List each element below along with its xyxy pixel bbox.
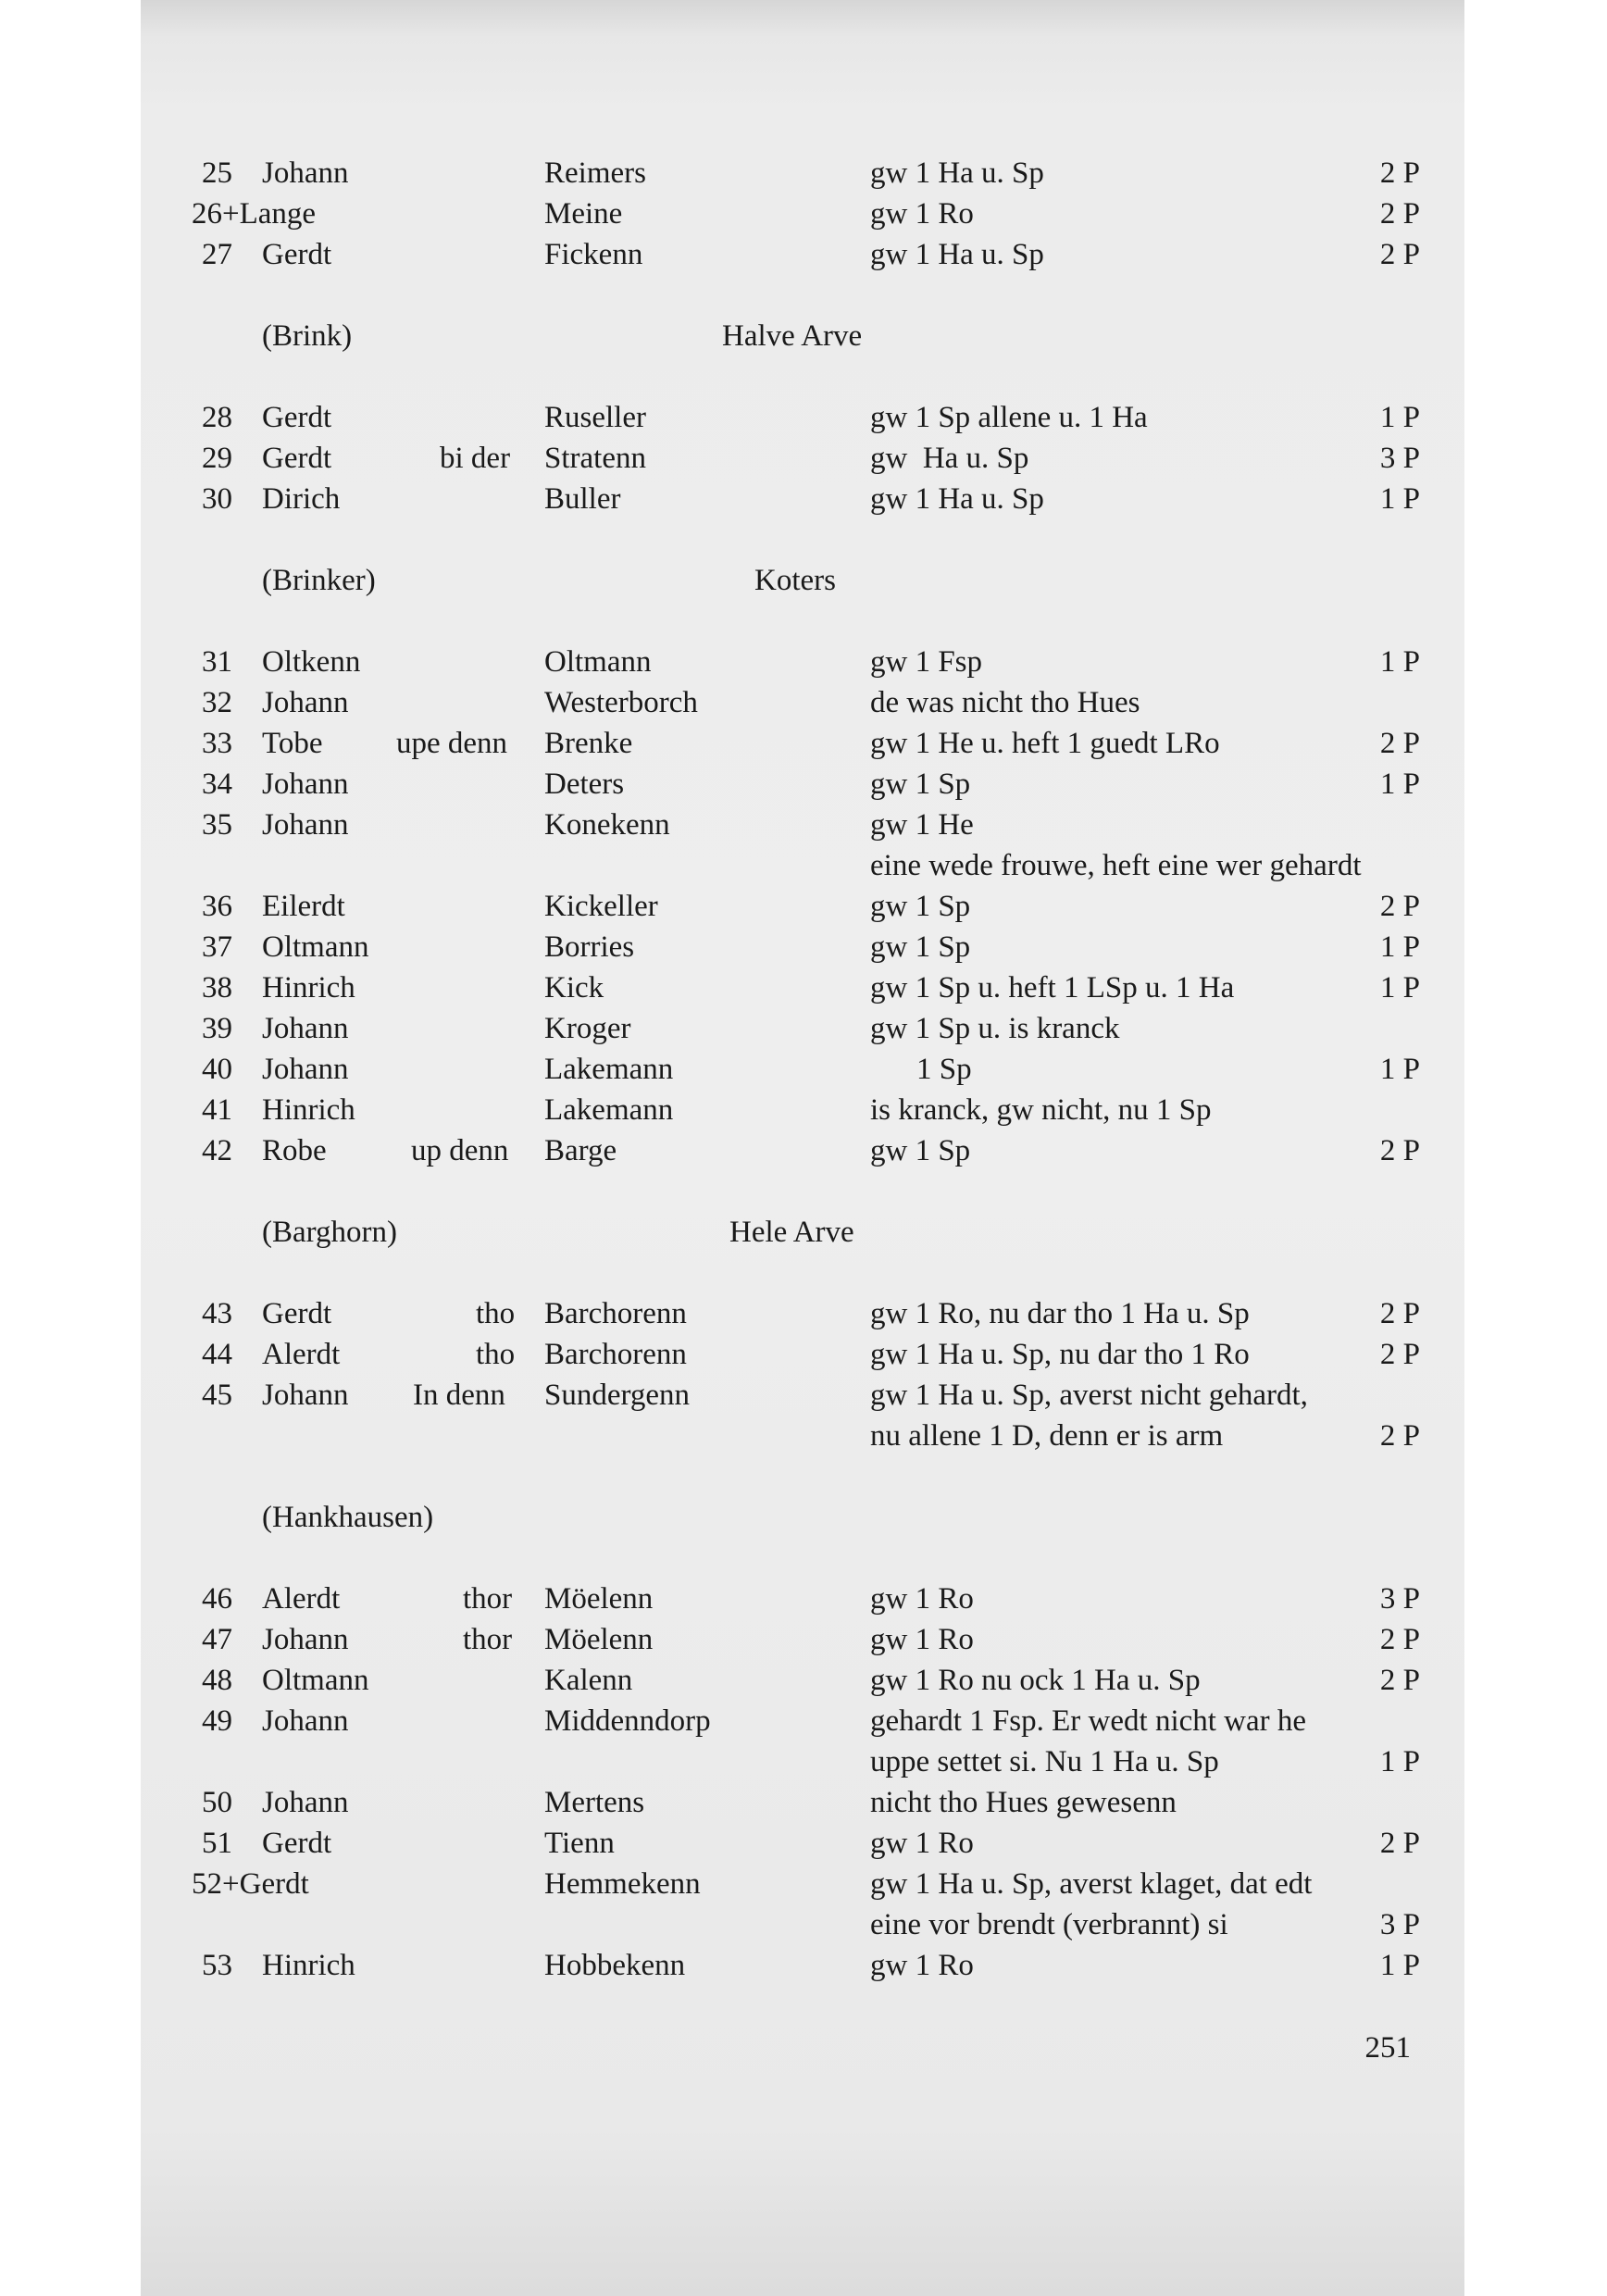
note: gw 1 Ha u. Sp xyxy=(870,156,1044,190)
payment: 2 P xyxy=(1379,1827,1420,1860)
surname: Reimers xyxy=(544,156,646,190)
table-row-continuation xyxy=(141,1741,1464,1782)
payment: 2 P xyxy=(1379,197,1420,231)
entry-number: 26+Lange xyxy=(192,197,317,231)
table-row xyxy=(141,1334,1464,1375)
entry-number: 38 xyxy=(202,971,232,1004)
note: is kranck, gw nicht, nu 1 Sp xyxy=(870,1093,1212,1127)
payment: 1 P xyxy=(1379,482,1420,516)
surname: Möelenn xyxy=(544,1582,654,1616)
first-name: Oltmann xyxy=(262,1664,369,1697)
first-name: Alerdt xyxy=(262,1338,341,1371)
section-place: (Brink) xyxy=(262,319,353,353)
payment: 1 P xyxy=(1379,1053,1420,1086)
table-row xyxy=(141,723,1464,764)
name-prefix: tho xyxy=(476,1338,516,1371)
payment: 2 P xyxy=(1379,1134,1420,1167)
surname: Kroger xyxy=(544,1012,631,1045)
note: nu allene 1 D, denn er is arm xyxy=(870,1419,1224,1453)
table-row xyxy=(141,438,1464,479)
note: gw 1 Ha u. Sp xyxy=(870,482,1044,516)
table-row xyxy=(141,886,1464,927)
note: gw 1 Ro xyxy=(870,1582,974,1616)
note: nicht tho Hues gewesenn xyxy=(870,1786,1177,1819)
entry-number: 49 xyxy=(202,1704,232,1738)
entry-number: 25 xyxy=(202,156,232,190)
note: gehardt 1 Fsp. Er wedt nicht war he xyxy=(870,1704,1307,1738)
section-heading xyxy=(141,1497,1464,1538)
payment: 2 P xyxy=(1379,727,1420,760)
first-name: Hinrich xyxy=(262,1093,355,1127)
surname: Lakemann xyxy=(544,1053,674,1086)
surname: Barchorenn xyxy=(544,1297,687,1330)
payment: 3 P xyxy=(1379,1908,1420,1941)
payment: 1 P xyxy=(1379,401,1420,434)
entry-number: 50 xyxy=(202,1786,232,1819)
first-name: Johann xyxy=(262,1012,349,1045)
first-name: Johann xyxy=(262,1704,349,1738)
note: gw 1 Ro xyxy=(870,1949,974,1982)
payment: 2 P xyxy=(1379,156,1420,190)
note: uppe settet si. Nu 1 Ha u. Sp xyxy=(870,1745,1219,1778)
name-prefix: thor xyxy=(463,1582,513,1616)
first-name: Gerdt xyxy=(262,1827,332,1860)
entry-number: 53 xyxy=(202,1949,232,1982)
table-row xyxy=(141,397,1464,438)
first-name: Oltkenn xyxy=(262,645,361,679)
payment: 2 P xyxy=(1379,1297,1420,1330)
table-row-continuation xyxy=(141,1416,1464,1456)
first-name: Hinrich xyxy=(262,1949,355,1982)
surname: Brenke xyxy=(544,727,633,760)
entry-number: 27 xyxy=(202,238,232,271)
surname: Fickenn xyxy=(544,238,643,271)
payment: 2 P xyxy=(1379,238,1420,271)
surname: Mertens xyxy=(544,1786,645,1819)
surname: Kickeller xyxy=(544,890,658,923)
first-name: Johann xyxy=(262,767,349,801)
table-row xyxy=(141,927,1464,967)
name-prefix: tho xyxy=(476,1297,516,1330)
section-place: (Hankhausen) xyxy=(262,1501,434,1534)
first-name: Gerdt xyxy=(262,401,332,434)
table-row xyxy=(141,1823,1464,1864)
first-name: Alerdt xyxy=(262,1582,341,1616)
surname: Buller xyxy=(544,482,621,516)
entry-number: 39 xyxy=(202,1012,232,1045)
entry-number: 43 xyxy=(202,1297,232,1330)
first-name: Gerdt xyxy=(262,238,332,271)
table-row xyxy=(141,1090,1464,1130)
payment: 2 P xyxy=(1379,1623,1420,1656)
note: gw 1 Sp u. heft 1 LSp u. 1 Ha xyxy=(870,971,1235,1004)
surname: Kick xyxy=(544,971,604,1004)
note: gw 1 Fsp xyxy=(870,645,983,679)
table-row xyxy=(141,1945,1464,1986)
table-row xyxy=(141,193,1464,234)
payment: 1 P xyxy=(1379,767,1420,801)
surname: Konekenn xyxy=(544,808,670,842)
surname: Barchorenn xyxy=(544,1338,687,1371)
section-place: (Brinker) xyxy=(262,564,376,597)
note: 1 Sp xyxy=(916,1053,972,1086)
surname: Lakemann xyxy=(544,1093,674,1127)
first-name: Hinrich xyxy=(262,971,355,1004)
entry-number: 35 xyxy=(202,808,232,842)
first-name: Tobe xyxy=(262,727,323,760)
entry-number: 40 xyxy=(202,1053,232,1086)
surname: Westerborch xyxy=(544,686,698,719)
table-row xyxy=(141,234,1464,275)
note: gw 1 Ha u. Sp, nu dar tho 1 Ro xyxy=(870,1338,1250,1371)
payment: 1 P xyxy=(1379,930,1420,964)
table-row xyxy=(141,1701,1464,1741)
page-scan xyxy=(141,0,1464,2296)
table-row xyxy=(141,1293,1464,1334)
section-heading xyxy=(141,1212,1464,1253)
note: gw 1 Sp xyxy=(870,1134,971,1167)
entry-number: 51 xyxy=(202,1827,232,1860)
table-row xyxy=(141,967,1464,1008)
entry-number: 52+Gerdt xyxy=(192,1867,309,1901)
table-row xyxy=(141,1130,1464,1171)
note: eine vor brendt (verbrannt) si xyxy=(870,1908,1228,1941)
payment: 2 P xyxy=(1379,1664,1420,1697)
first-name: Johann xyxy=(262,808,349,842)
note: gw 1 Ro nu ock 1 Ha u. Sp xyxy=(870,1664,1201,1697)
payment: 2 P xyxy=(1379,1338,1420,1371)
surname: Oltmann xyxy=(544,645,652,679)
note: gw 1 He xyxy=(870,808,974,842)
surname: Sundergenn xyxy=(544,1379,691,1412)
first-name: Oltmann xyxy=(262,930,369,964)
note: gw 1 Ha u. Sp, averst nicht gehardt, xyxy=(870,1379,1308,1412)
table-row xyxy=(141,1375,1464,1416)
entry-number: 29 xyxy=(202,442,232,475)
table-row xyxy=(141,1008,1464,1049)
section-place: (Barghorn) xyxy=(262,1216,398,1249)
name-prefix: In denn xyxy=(413,1379,505,1412)
entry-number: 46 xyxy=(202,1582,232,1616)
surname: Meine xyxy=(544,197,623,231)
table-row xyxy=(141,1660,1464,1701)
surname: Hemmekenn xyxy=(544,1867,701,1901)
table-row-continuation xyxy=(141,845,1464,886)
surname: Middenndorp xyxy=(544,1704,711,1738)
first-name: Johann xyxy=(262,156,349,190)
surname: Tienn xyxy=(544,1827,615,1860)
table-row xyxy=(141,642,1464,682)
surname: Möelenn xyxy=(544,1623,654,1656)
payment: 3 P xyxy=(1379,1582,1420,1616)
first-name: Dirich xyxy=(262,482,341,516)
payment: 1 P xyxy=(1379,971,1420,1004)
entry-number: 28 xyxy=(202,401,232,434)
entry-number: 45 xyxy=(202,1379,232,1412)
first-name: Johann xyxy=(262,686,349,719)
entry-number: 48 xyxy=(202,1664,232,1697)
entry-number: 33 xyxy=(202,727,232,760)
note: gw Ha u. Sp xyxy=(870,442,1029,475)
note: gw 1 Sp allene u. 1 Ha xyxy=(870,401,1148,434)
payment: 2 P xyxy=(1379,890,1420,923)
note: de was nicht tho Hues xyxy=(870,686,1140,719)
note: gw 1 Ha u. Sp xyxy=(870,238,1044,271)
surname: Kalenn xyxy=(544,1664,633,1697)
name-prefix: bi der xyxy=(440,442,511,475)
first-name: Gerdt xyxy=(262,1297,332,1330)
note: gw 1 Sp xyxy=(870,890,971,923)
entry-number: 44 xyxy=(202,1338,232,1371)
table-row xyxy=(141,479,1464,519)
note: gw 1 Sp xyxy=(870,930,971,964)
entry-number: 42 xyxy=(202,1134,232,1167)
entry-number: 41 xyxy=(202,1093,232,1127)
surname: Hobbekenn xyxy=(544,1949,686,1982)
section-category: Koters xyxy=(754,564,836,597)
note: gw 1 Ha u. Sp, averst klaget, dat edt xyxy=(870,1867,1313,1901)
payment: 1 P xyxy=(1379,1949,1420,1982)
table-row xyxy=(141,764,1464,805)
note: gw 1 Ro xyxy=(870,1827,974,1860)
table-row xyxy=(141,1864,1464,1904)
first-name: Johann xyxy=(262,1053,349,1086)
name-prefix: up denn xyxy=(411,1134,509,1167)
first-name: Johann xyxy=(262,1379,349,1412)
entry-number: 32 xyxy=(202,686,232,719)
surname: Stratenn xyxy=(544,442,646,475)
name-prefix: upe denn xyxy=(396,727,508,760)
note: gw 1 Sp xyxy=(870,767,971,801)
payment: 1 P xyxy=(1379,645,1420,679)
note: gw 1 Ro xyxy=(870,197,974,231)
section-category: Hele Arve xyxy=(729,1216,854,1249)
surname: Borries xyxy=(544,930,635,964)
surname: Barge xyxy=(544,1134,617,1167)
payment: 3 P xyxy=(1379,442,1420,475)
section-heading xyxy=(141,560,1464,601)
page-number: 251 xyxy=(1364,2031,1411,2065)
entry-number: 34 xyxy=(202,767,232,801)
section-category: Halve Arve xyxy=(722,319,863,353)
table-row xyxy=(141,1782,1464,1823)
entry-number: 36 xyxy=(202,890,232,923)
first-name: Johann xyxy=(262,1786,349,1819)
surname: Ruseller xyxy=(544,401,646,434)
note: gw 1 Ro, nu dar tho 1 Ha u. Sp xyxy=(870,1297,1250,1330)
first-name: Gerdt xyxy=(262,442,332,475)
name-prefix: thor xyxy=(463,1623,513,1656)
first-name: Johann xyxy=(262,1623,349,1656)
note: gw 1 Ro xyxy=(870,1623,974,1656)
table-row xyxy=(141,805,1464,845)
entry-number: 47 xyxy=(202,1623,232,1656)
table-row xyxy=(141,682,1464,723)
entry-number: 37 xyxy=(202,930,232,964)
payment: 1 P xyxy=(1379,1745,1420,1778)
first-name: Robe xyxy=(262,1134,327,1167)
entry-number: 31 xyxy=(202,645,232,679)
table-row-continuation xyxy=(141,1904,1464,1945)
note: eine wede frouwe, heft eine wer gehardt xyxy=(870,849,1362,882)
first-name: Eilerdt xyxy=(262,890,345,923)
section-heading xyxy=(141,316,1464,356)
note: gw 1 Sp u. is kranck xyxy=(870,1012,1120,1045)
payment: 2 P xyxy=(1379,1419,1420,1453)
surname: Deters xyxy=(544,767,625,801)
table-row xyxy=(141,153,1464,193)
table-row xyxy=(141,1578,1464,1619)
table-row xyxy=(141,1619,1464,1660)
entry-number: 30 xyxy=(202,482,232,516)
note: gw 1 He u. heft 1 guedt LRo xyxy=(870,727,1220,760)
table-row xyxy=(141,1049,1464,1090)
